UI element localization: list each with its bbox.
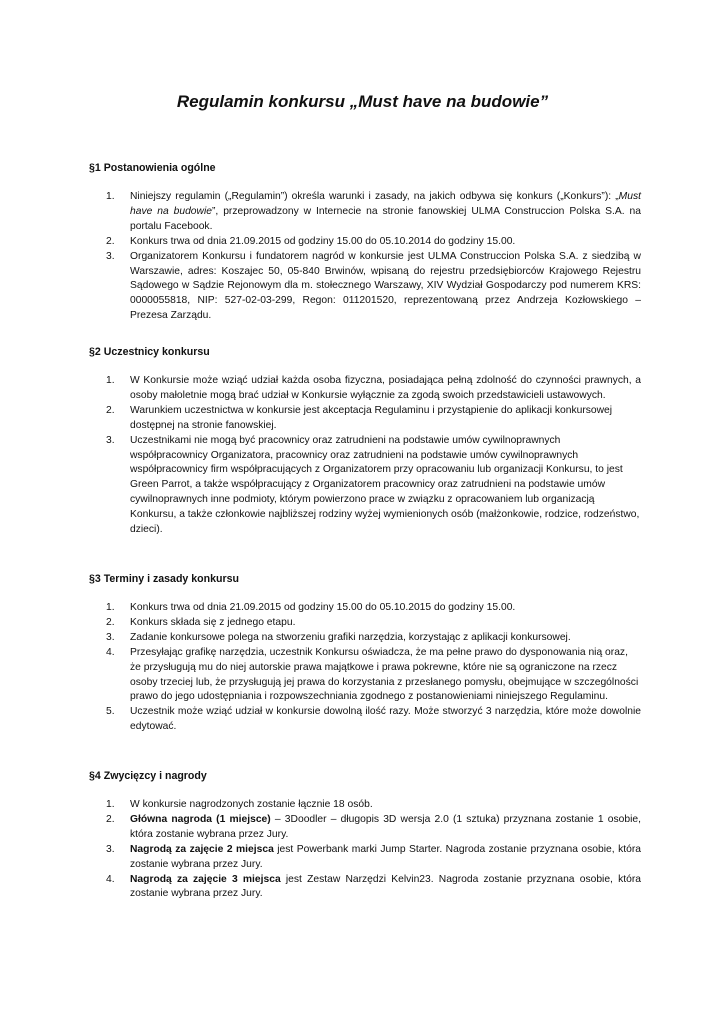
list-item-number: 2.: [106, 616, 115, 628]
prize-label: Nagrodą za zajęcie 3 miejsca: [130, 873, 281, 885]
section-heading-4: §4 Zwycięzcy i nagrody: [89, 770, 207, 782]
section-4-list: [89, 798, 641, 902]
list-item-number: 3.: [106, 843, 115, 855]
list-item-number: 2.: [106, 404, 115, 416]
section-heading-3: §3 Terminy i zasady konkursu: [89, 573, 239, 585]
list-item-text: jest Zestaw Narzędzi Kelvin23. Nagroda zostanie przyznana osobie, która zostanie wybrana przez Jury.: [130, 873, 641, 900]
list-item-text: Zadanie konkursowe polega na stworzeniu grafiki narzędzia, korzystając z aplikacji konkursowej.: [130, 631, 571, 643]
list-item-text: Niniejszy regulamin („Regulamin”) określa warunki i zasady, na jakich odbywa się konkurs („Konkurs”): „: [130, 191, 619, 202]
list-item: [89, 190, 641, 235]
section-1-list: [89, 190, 641, 324]
list-item: [89, 798, 641, 813]
list-item-number: 1.: [106, 191, 115, 202]
section-heading-1: §1 Postanowienia ogólne: [89, 162, 216, 174]
list-item-text: Uczestnik może wziąć udział w konkursie dowolną ilość razy. Może stworzyć 3 narzędzia, które może dowolnie edytować.: [130, 706, 641, 733]
list-item: [89, 646, 641, 706]
list-item: [89, 235, 641, 250]
list-item: [89, 601, 641, 616]
list-item-number: 4.: [106, 873, 115, 885]
list-item: [89, 404, 641, 434]
list-item: [89, 631, 641, 646]
list-item: [89, 616, 641, 631]
list-item-number: 1.: [106, 375, 115, 386]
list-item-number: 2.: [106, 235, 115, 247]
list-item-text: W konkursie nagrodzonych zostanie łącznie 18 osób.: [130, 799, 373, 810]
list-item-text: Konkurs składa się z jednego etapu.: [130, 616, 296, 628]
list-item-text: Przesyłając grafikę narzędzia, uczestnik Konkursu oświadcza, że ma pełne prawo do dysponowania nią oraz, że przysługują mu do niej autorskie prawa majątkowe i prawa pokrewne, które nie są ograniczone na rzecz osoby trzeciej lub, że przysługują jej prawa do korzystania z przesłanego pomysłu, obejmujące w szczególności prawo do jego udostępniania i rozpowszechniania zgodnego z postanowieniami niniejszego Regulaminu.: [130, 646, 639, 703]
list-item-text: W Konkursie może wziąć udział każda osoba fizyczna, posiadająca pełną zdolność do czynności prawnych, a osoby małoletnie mogą brać udział w Konkursie wyłącznie za zgodą swoich przedstawicieli ustawowych.: [130, 375, 641, 401]
list-item: [89, 250, 641, 325]
list-item-text: jest Powerbank marki Jump Starter. Nagroda zostanie przyznana osobie, która zostanie wybrana przez Jury.: [130, 843, 641, 870]
list-item: [89, 705, 641, 735]
list-item-number: 1.: [106, 799, 115, 810]
prize-label: Główna nagroda (1 miejsce): [130, 813, 271, 825]
list-item-text: Uczestnikami nie mogą być pracownicy oraz zatrudnieni na podstawie umów cywilnoprawnych współpracownicy Organizatora, pracownicy oraz zatrudnieni na podstawie umów cywilnoprawnych współpracownicy firm współpracujących z Organizatorem przy opracowaniu lub organizacji Konkursu, to jest Green Parrot, a także współpracujący z Organizatorem pracownicy oraz zatrudnieni na podstawie umów cywilnoprawnych inne podmioty, którym powierzono prace w związku z opracowaniem lub organizacją Konkursu, a także członkowie najbliższej rodziny wyżej wymienionych osób (małżonkowie, rodzice, rodzeństwo, dzieci).: [130, 434, 640, 536]
list-item: [89, 813, 641, 843]
document-title: Regulamin konkursu „Must have na budowie”: [176, 92, 549, 111]
list-item-text: Organizatorem Konkursu i fundatorem nagród w konkursie jest ULMA Construccion Polska S.A. z siedzibą w Warszawie, adres: Koszajec 50, 05-840 Brwinów, wpisaną do rejestru przedsiębiorców Krajowego Rejestru Sądowego w Sądzie Rejonowym dla m. stołecznego Warszawy, XIV Wydział Gospodarczy pod numerem KRS: 0000055818, NIP: 527-02-03-299, Regon: 011201520, reprezentowaną przez Andrzeja Kozłowskiego – Prezesa Zarządu.: [130, 250, 641, 322]
list-item-text: ”, przeprowadzony w Internecie na stronie fanowskiej ULMA Construccion Polska S.A. na portalu Facebook.: [130, 205, 641, 232]
contest-name-emphasis: Must have na budowie: [130, 191, 641, 217]
section-2-list: [89, 374, 641, 538]
section-heading-2: §2 Uczestnicy konkursu: [89, 346, 210, 358]
list-item: [89, 873, 641, 903]
list-item-number: 3.: [106, 631, 115, 643]
list-item-number: 2.: [106, 813, 115, 825]
list-item: [89, 843, 641, 873]
list-item-text: Warunkiem uczestnictwa w konkursie jest akceptacja Regulaminu i przystąpienie do aplikacji konkursowej dostępnej na stronie fanowskiej.: [130, 404, 613, 431]
list-item-text: – 3Doodler – długopis 3D wersja 2.0 (1 sztuka) przyznana zostanie 1 osobie, która zostanie wybrana przez Jury.: [130, 813, 641, 840]
prize-label: Nagrodą za zajęcie 2 miejsca: [130, 843, 274, 855]
list-item: [89, 374, 641, 404]
list-item-number: 1.: [106, 602, 115, 613]
list-item: [89, 434, 641, 538]
list-item-text: Konkurs trwa od dnia 21.09.2015 od godziny 15.00 do 05.10.2015 do godziny 15.00.: [130, 602, 516, 613]
list-item-number: 3.: [106, 434, 115, 446]
section-3-list: [89, 601, 641, 735]
list-item-number: 5.: [106, 706, 115, 718]
list-item-number: 4.: [106, 646, 115, 658]
list-item-number: 3.: [106, 250, 115, 262]
list-item-text: Konkurs trwa od dnia 21.09.2015 od godziny 15.00 do 05.10.2014 do godziny 15.00.: [130, 235, 516, 247]
